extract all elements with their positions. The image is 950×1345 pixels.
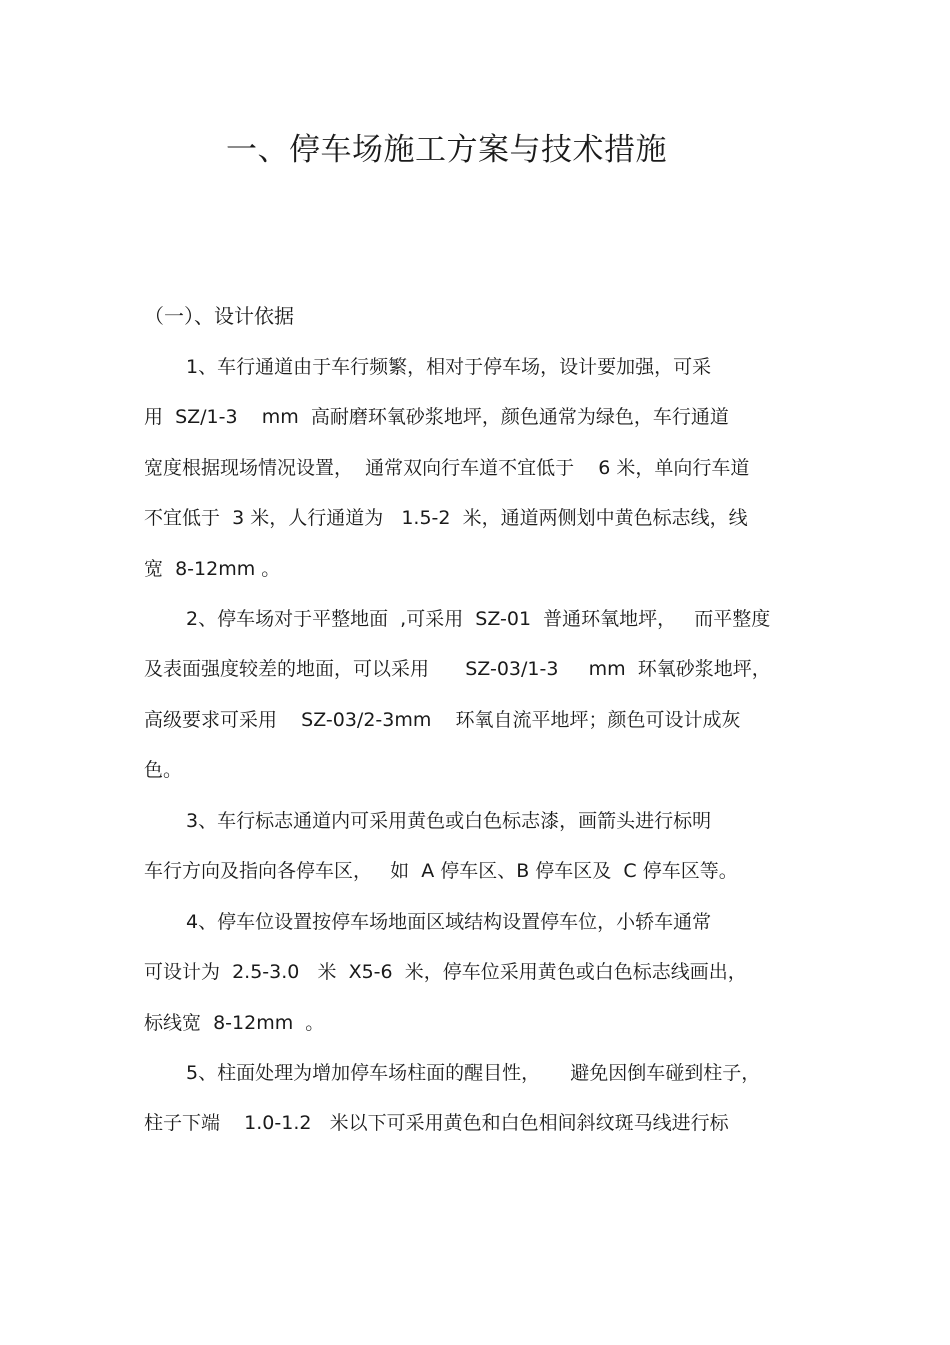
section-heading: （一）、设计依据 (144, 304, 294, 328)
paragraph-1-line-2: 用 SZ/1-3 mm 高耐磨环氧砂浆地坪，颜色通常为绿色，车行通道 (144, 406, 729, 428)
paragraph-2-line-2: 及表面强度较差的地面，可以采用 SZ-03/1-3 mm 环氧砂浆地坪， (144, 658, 771, 680)
page-title: 一、停车场施工方案与技术措施 (226, 132, 667, 168)
paragraph-3-line-2: 车行方向及指向各停车区， 如 A 停车区、B 停车区及 C 停车区等。 (144, 860, 738, 882)
paragraph-4-line-1: 4、停车位设置按停车场地面区域结构设置停车位，小轿车通常 (186, 911, 712, 933)
paragraph-2-line-1: 2、停车场对于平整地面 ,可采用 SZ-01 普通环氧地坪， 而平整度 (186, 608, 771, 630)
paragraph-4-line-2: 可设计为 2.5-3.0 米 X5-6 米，停车位采用黄色或白色标志线画出， (144, 961, 747, 983)
paragraph-1-line-1: 1、车行通道由于车行频繁，相对于停车场，设计要加强，可采 (186, 356, 712, 378)
paragraph-1-line-3: 宽度根据现场情况设置， 通常双向行车道不宜低于 6 米，单向行车道 (144, 457, 750, 479)
paragraph-2-line-4: 色。 (144, 759, 183, 781)
paragraph-1-line-5: 宽 8-12mm 。 (144, 558, 281, 580)
paragraph-1-line-4: 不宜低于 3 米，人行通道为 1.5-2 米，通道两侧划中黄色标志线，线 (144, 507, 748, 529)
paragraph-5-line-1: 5、柱面处理为增加停车场柱面的醒目性， 避免因倒车碰到柱子， (186, 1062, 761, 1084)
paragraph-2-line-3: 高级要求可采用 SZ-03/2-3mm 环氧自流平地坪；颜色可设计成灰 (144, 709, 741, 731)
paragraph-3-line-1: 3、车行标志通道内可采用黄色或白色标志漆，画箭头进行标明 (186, 810, 712, 832)
paragraph-5-line-2: 柱子下端 1.0-1.2 米以下可采用黄色和白色相间斜纹斑马线进行标 (144, 1112, 729, 1134)
paragraph-4-line-3: 标线宽 8-12mm 。 (144, 1012, 325, 1034)
